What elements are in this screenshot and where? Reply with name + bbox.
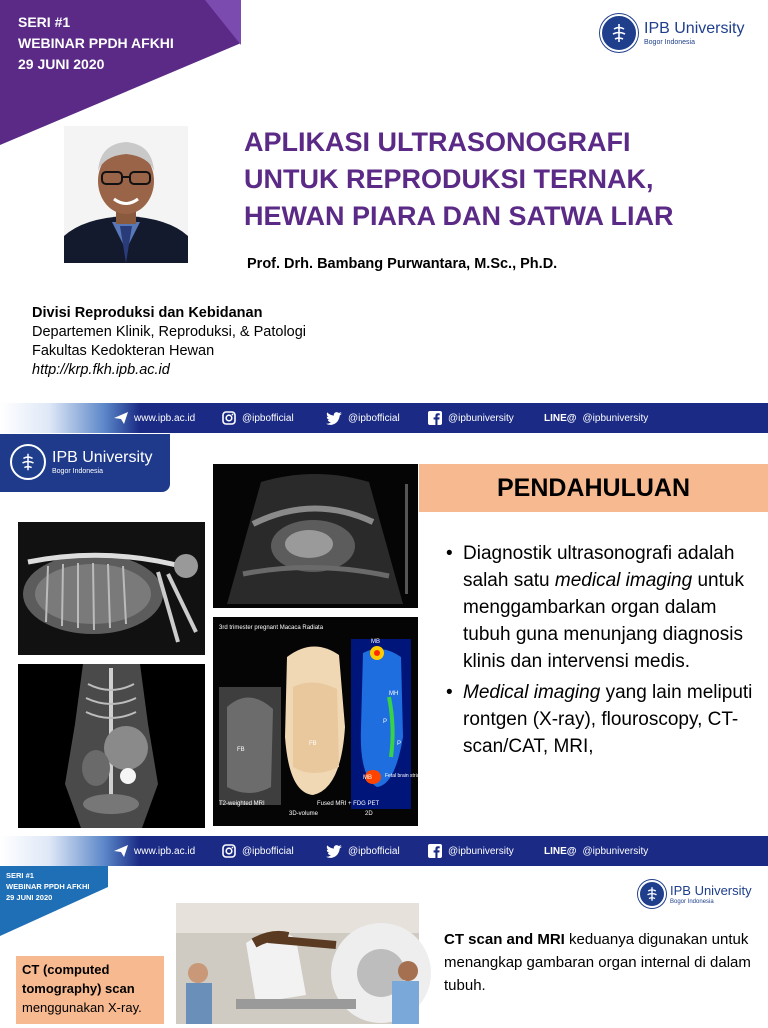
- pet-label: MB: [371, 639, 380, 645]
- speaker-portrait: [64, 126, 188, 263]
- university-location: Bogor Indonesia: [670, 899, 714, 905]
- title-line: UNTUK REPRODUKSI TERNAK,: [244, 164, 654, 194]
- pet-label: P: [383, 719, 388, 725]
- send-icon: [114, 845, 128, 857]
- line-label: LINE@: [544, 412, 577, 424]
- presentation-title: [244, 124, 754, 235]
- ct-mri-term: CT scan and MRI: [444, 931, 565, 948]
- series-number: SERI #1: [18, 14, 71, 30]
- affiliation-block: [32, 304, 306, 380]
- department-name: Departemen Klinik, Reproduksi, & Patologi: [32, 324, 307, 340]
- website-link[interactable]: [114, 403, 195, 433]
- mri-caption: 3rd trimester pregnant Macaca Radiata: [219, 625, 324, 631]
- send-icon: [114, 412, 128, 424]
- website-link[interactable]: [114, 836, 195, 866]
- instagram-link[interactable]: [222, 836, 294, 866]
- faculty-name: Fakultas Kedokteran Hewan: [32, 343, 215, 359]
- instagram-icon: [222, 411, 236, 425]
- twitter-icon: [326, 412, 342, 425]
- series-event: WEBINAR PPDH AFKHI: [18, 35, 174, 51]
- ultrasound-image: [213, 464, 418, 608]
- mri-label: 3D-volume: [289, 811, 319, 817]
- ipb-seal-icon: [600, 14, 638, 52]
- pet-label: MB: [363, 775, 372, 781]
- bullet-text: untuk menggambarkan organ dalam tubuh guna menunjang diagnosis klinis dan intervensi medis.: [463, 570, 744, 672]
- pet-label: MH: [389, 691, 399, 697]
- slide-introduction: [0, 434, 768, 838]
- facebook-handle: @ipbuniversity: [448, 845, 514, 857]
- slide-title: [0, 0, 768, 404]
- series-text: [6, 870, 89, 903]
- instagram-handle: @ipbofficial: [242, 412, 294, 424]
- university-name: IPB University: [670, 883, 752, 898]
- mri-label: 2D: [365, 811, 373, 817]
- pet-label: Fetal brain striatum: [385, 773, 428, 779]
- social-bar: [0, 836, 768, 866]
- ipb-logo: [600, 14, 744, 52]
- series-text: [18, 12, 174, 75]
- series-number: SERI #1: [6, 871, 34, 880]
- faculty-url[interactable]: http://krp.fkh.ipb.ac.id: [32, 362, 170, 378]
- mri-label: FB: [309, 741, 317, 747]
- author-name: Prof. Drh. Bambang Purwantara, M.Sc., Ph.D.: [247, 256, 558, 272]
- line-handle: @ipbuniversity: [582, 845, 649, 857]
- ipb-logo: [638, 880, 752, 908]
- line-handle: @ipbuniversity: [582, 412, 649, 424]
- ct-mri-text: [444, 928, 764, 997]
- line-link[interactable]: [544, 836, 648, 866]
- mri-label: Fused MRI + FDG PET: [317, 801, 380, 807]
- facebook-link[interactable]: [428, 836, 514, 866]
- instagram-handle: @ipbofficial: [242, 845, 294, 857]
- twitter-handle: @ipbofficial: [348, 845, 400, 857]
- bullet-emphasis: medical imaging: [554, 570, 693, 591]
- bullet-item: [444, 540, 764, 675]
- facebook-link[interactable]: [428, 403, 514, 433]
- ct-term: CT (computed tomography) scan: [22, 962, 135, 996]
- bullet-list: [444, 540, 764, 764]
- website-text: www.ipb.ac.id: [134, 412, 196, 424]
- ct-description: menggunakan X-ray.: [22, 1000, 142, 1015]
- line-label: LINE@: [544, 845, 577, 857]
- ipb-logo: [10, 444, 152, 480]
- instagram-icon: [222, 844, 236, 858]
- university-location: Bogor Indonesia: [644, 39, 695, 46]
- mri-label: T2-weighted MRI: [219, 801, 265, 807]
- logo-panel: [0, 434, 170, 492]
- twitter-handle: @ipbofficial: [348, 412, 400, 424]
- social-bar: [0, 403, 768, 433]
- facebook-icon: [428, 844, 442, 858]
- ipb-seal-icon: [10, 444, 46, 480]
- pet-label: P: [397, 741, 402, 747]
- ct-scanner-photo: [176, 903, 419, 1024]
- title-line: APLIKASI ULTRASONOGRAFI: [244, 127, 631, 157]
- bullet-emphasis: Medical imaging: [463, 682, 601, 703]
- section-header: [419, 464, 768, 512]
- series-date: 29 JUNI 2020: [18, 56, 105, 72]
- series-event: WEBINAR PPDH AFKHI: [6, 882, 90, 891]
- facebook-icon: [428, 411, 442, 425]
- ct-mri-description: keduanya digunakan untuk menangkap gambaran organ internal di dalam tubuh.: [444, 931, 751, 994]
- series-date: 29 JUNI 2020: [6, 893, 53, 902]
- bullet-text: yang lain meliputi rontgen (X-ray), flouroscopy, CT-scan/CAT, MRI,: [463, 682, 753, 757]
- university-name: IPB University: [52, 449, 153, 466]
- twitter-link[interactable]: [326, 403, 400, 433]
- university-location: Bogor Indonesia: [52, 468, 103, 475]
- division-name: Divisi Reproduksi dan Kebidanan: [32, 305, 263, 321]
- xray-image: [18, 522, 205, 655]
- slide-ct-mri: [0, 866, 768, 1024]
- twitter-icon: [326, 845, 342, 858]
- ct-definition-box: [16, 956, 164, 1024]
- mri-pet-image: [213, 617, 428, 826]
- facebook-handle: @ipbuniversity: [448, 412, 514, 424]
- ct-body-image: [18, 664, 205, 828]
- section-title: PENDAHULUAN: [496, 473, 691, 502]
- website-text: www.ipb.ac.id: [134, 845, 196, 857]
- twitter-link[interactable]: [326, 836, 400, 866]
- bullet-text: Diagnostik ultrasonografi adalah salah satu: [463, 543, 735, 591]
- instagram-link[interactable]: [222, 403, 294, 433]
- line-link[interactable]: [544, 403, 648, 433]
- ipb-seal-icon: [638, 880, 666, 908]
- bullet-item: [444, 679, 764, 760]
- mri-label: FB: [237, 747, 245, 753]
- title-line: HEWAN PIARA DAN SATWA LIAR: [244, 201, 674, 231]
- university-name: IPB University: [644, 20, 745, 37]
